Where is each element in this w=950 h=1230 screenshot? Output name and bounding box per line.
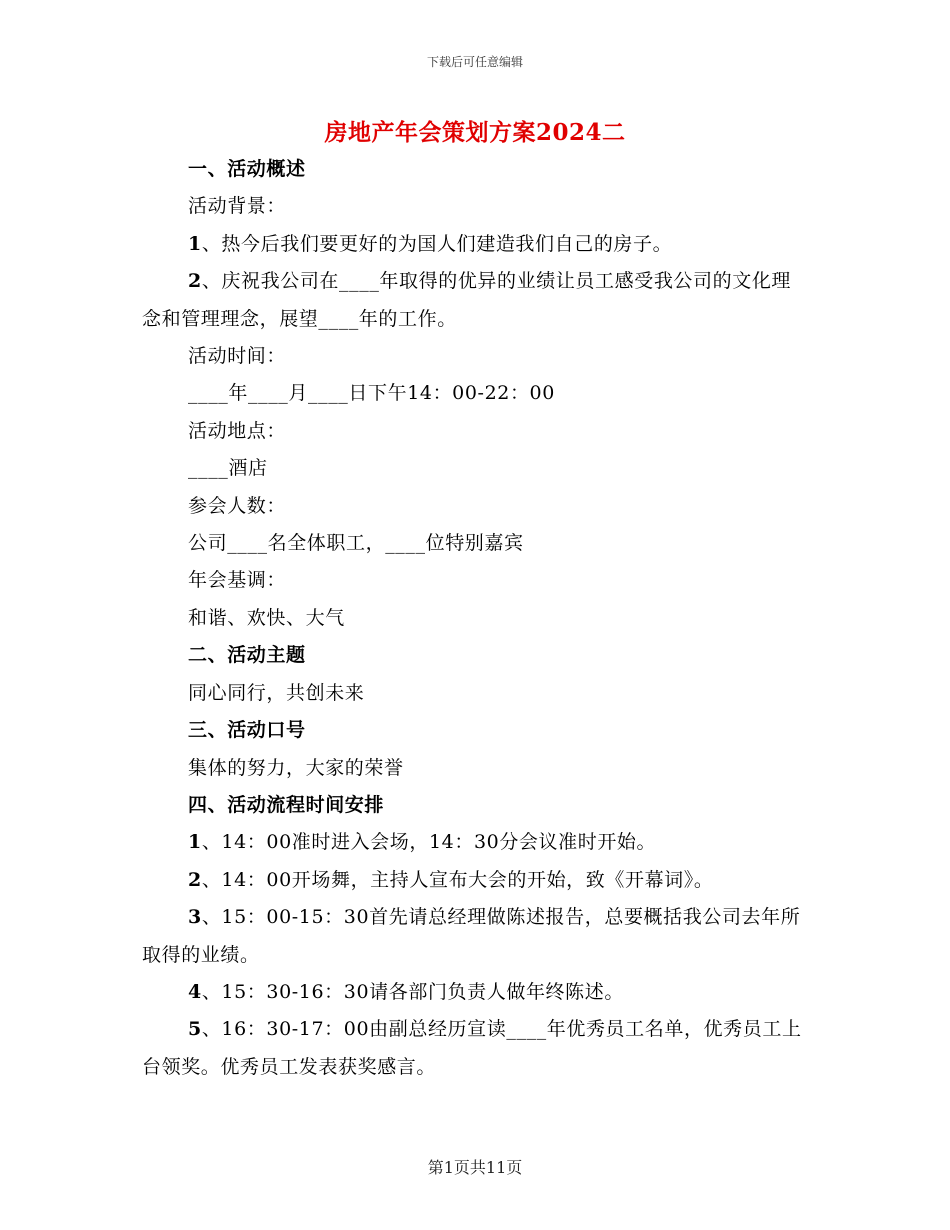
time-label: 活动时间：	[188, 345, 287, 368]
section-heading-schedule: 四、活动流程时间安排	[188, 793, 385, 816]
place-value: ____酒店	[188, 457, 268, 480]
theme-value: 同心同行，共创未来	[188, 681, 365, 704]
slogan-value: 集体的努力，大家的荣誉	[188, 756, 404, 779]
item-number: 3	[188, 906, 202, 929]
header-note: 下载后可任意编辑	[426, 55, 523, 69]
schedule-item-2	[142, 862, 810, 899]
item-text: 、庆祝我公司在____年取得的优异的业绩让员工感受我公司的文化理念和管理理念，展望____年的工作。	[142, 270, 792, 330]
section-heading-theme: 二、活动主题	[188, 644, 306, 667]
item-number: 4	[188, 980, 202, 1003]
item-number: 1	[188, 831, 202, 854]
tone-value: 和谐、欢快、大气	[188, 606, 345, 629]
item-number: 1	[188, 232, 202, 255]
section-heading-overview: 一、活动概述	[188, 158, 306, 180]
people-value: 公司____名全体职工，____位特别嘉宾	[188, 532, 524, 555]
schedule-item-3	[142, 899, 810, 974]
document-title: 房地产年会策划方案2024二	[324, 119, 626, 146]
people-label: 参会人数：	[188, 494, 287, 517]
time-value: ____年____月____日下午14：00-22：00	[188, 382, 555, 405]
place-label: 活动地点：	[188, 419, 287, 442]
section-heading-slogan: 三、活动口号	[188, 719, 306, 742]
item-number: 2	[188, 270, 202, 293]
item-text: 、14：00准时进入会场，14：30分会议准时开始。	[201, 831, 657, 854]
schedule-item-4	[142, 974, 810, 1011]
item-number: 5	[188, 1018, 202, 1041]
tone-label: 年会基调：	[188, 569, 287, 592]
item-text: 、热今后我们要更好的为国人们建造我们自己的房子。	[201, 232, 673, 255]
item-text: 、14：00开场舞，主持人宣布大会的开始，致《开幕词》。	[201, 868, 714, 891]
page-footer: 第1页共11页	[427, 1158, 523, 1177]
document-body	[142, 151, 810, 1086]
schedule-item-5	[142, 1011, 810, 1086]
background-item-2	[142, 263, 810, 338]
schedule-item-1	[142, 824, 810, 861]
background-item-1	[142, 226, 810, 263]
item-number: 2	[188, 868, 202, 891]
background-label: 活动背景：	[188, 195, 287, 218]
item-text: 、15：00-15：30首先请总经理做陈述报告，总要概括我公司去年所取得的业绩。	[142, 906, 801, 966]
item-text: 、16：30-17：00由副总经历宣读____年优秀员工名单，优秀员工上台领奖。优秀员工发表获奖感言。	[142, 1018, 802, 1078]
item-text: 、15：30-16：30请各部门负责人做年终陈述。	[201, 980, 624, 1003]
